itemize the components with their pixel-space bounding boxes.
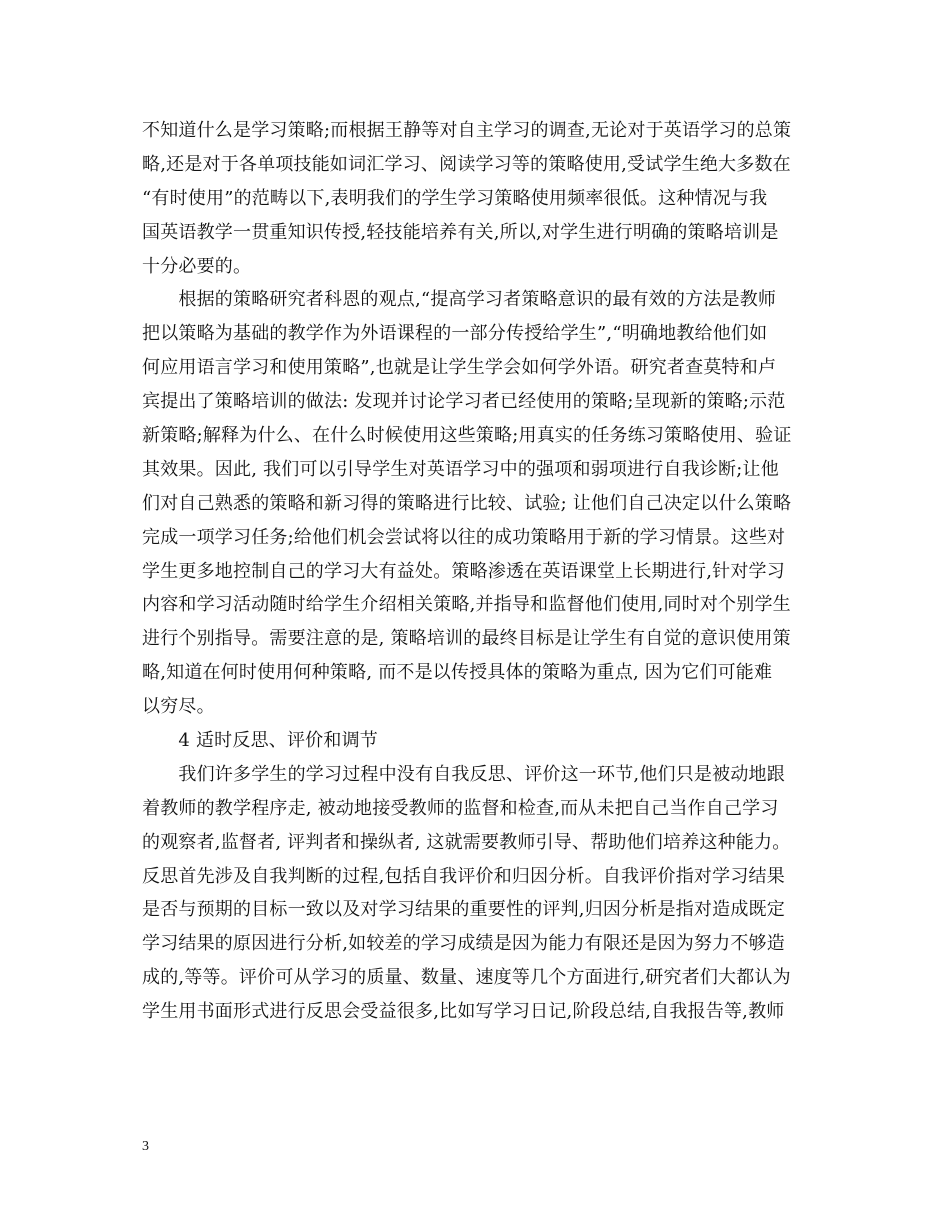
text-line: 宾提出了策略培训的做法: 发现并讨论学习者已经使用的策略;呈现新的策略;示范 [142,391,786,413]
body-text [142,114,822,1029]
text-line: 学生用书面形式进行反思会受益很多,比如写学习日记,阶段总结,自我报告等,教师 [142,1001,785,1023]
text-line: 新策略;解释为什么、在什么时候使用这些策略;用真实的任务练习策略使用、验证 [142,425,792,447]
text-line: 内容和学习活动随时给学生介绍相关策略,并指导和监督他们使用,同时对个别学生 [142,594,791,616]
text-line: 4 适时反思、评价和调节 [142,730,378,752]
text-line: 以穷尽。 [142,696,215,718]
text-line: 国英语教学一贯重知识传授,轻技能培养有关,所以,对学生进行明确的策略培训是 [142,221,779,243]
text-line: 们对自己熟悉的策略和新习得的策略进行比较、试验; 让他们自己决定以什么策略 [142,492,792,514]
text-line: 把以策略为基础的教学作为外语课程的一部分传授给学生”,“明确地教给他们如 [142,323,768,345]
text-line: 进行个别指导。需要注意的是, 策略培训的最终目标是让学生有自觉的意识使用策 [142,628,791,650]
text-line: 学生更多地控制自己的学习大有益处。策略渗透在英语课堂上长期进行,针对学习 [142,560,785,582]
text-line: 是否与预期的目标一致以及对学习结果的重要性的评判,归因分析是指对造成既定 [142,899,785,921]
text-line: 我们许多学生的学习过程中没有自我反思、评价这一环节,他们只是被动地跟 [142,763,785,785]
text-line: 成的,等等。评价可从学习的质量、数量、速度等几个方面进行,研究者们大都认为 [142,967,791,989]
text-line: “有时使用”的范畴以下,表明我们的学生学习策略使用频率很低。这种情况与我 [142,187,768,209]
text-line: 略,知道在何时使用何种策略, 而不是以传授具体的策略为重点, 因为它们可能难 [142,662,773,684]
text-line: 的观察者,监督者, 评判者和操纵者, 这就需要教师引导、帮助他们培养这种能力。 [142,831,791,853]
text-line: 反思首先涉及自我判断的过程,包括自我评价和归因分析。自我评价指对学习结果 [142,865,785,887]
text-line: 完成一项学习任务;给他们机会尝试将以往的成功策略用于新的学习情景。这些对 [142,526,786,548]
text-line: 十分必要的。 [142,255,252,277]
text-line: 根据的策略研究者科恩的观点,“提高学习者策略意识的最有效的方法是教师 [142,289,777,311]
text-line: 其效果。因此, 我们可以引导学生对英语学习中的强项和弱项进行自我诊断;让他 [142,458,779,480]
page-number: 3 [142,1139,149,1154]
text-line: 略,还是对于各单项技能如词汇学习、阅读学习等的策略使用,受试学生绝大多数在 [142,153,791,175]
text-line: 不知道什么是学习策略;而根据王静等对自主学习的调查,无论对于英语学习的总策 [142,120,792,141]
text-line: 学习结果的原因进行分析,如较差的学习成绩是因为能力有限还是因为努力不够造 [142,933,785,955]
text-line: 着教师的教学程序走, 被动地接受教师的监督和检查,而从未把自己当作自己学习 [142,797,779,819]
text-line: 何应用语言学习和使用策略”,也就是让学生学会如何学外语。研究者查莫特和卢 [142,357,777,379]
